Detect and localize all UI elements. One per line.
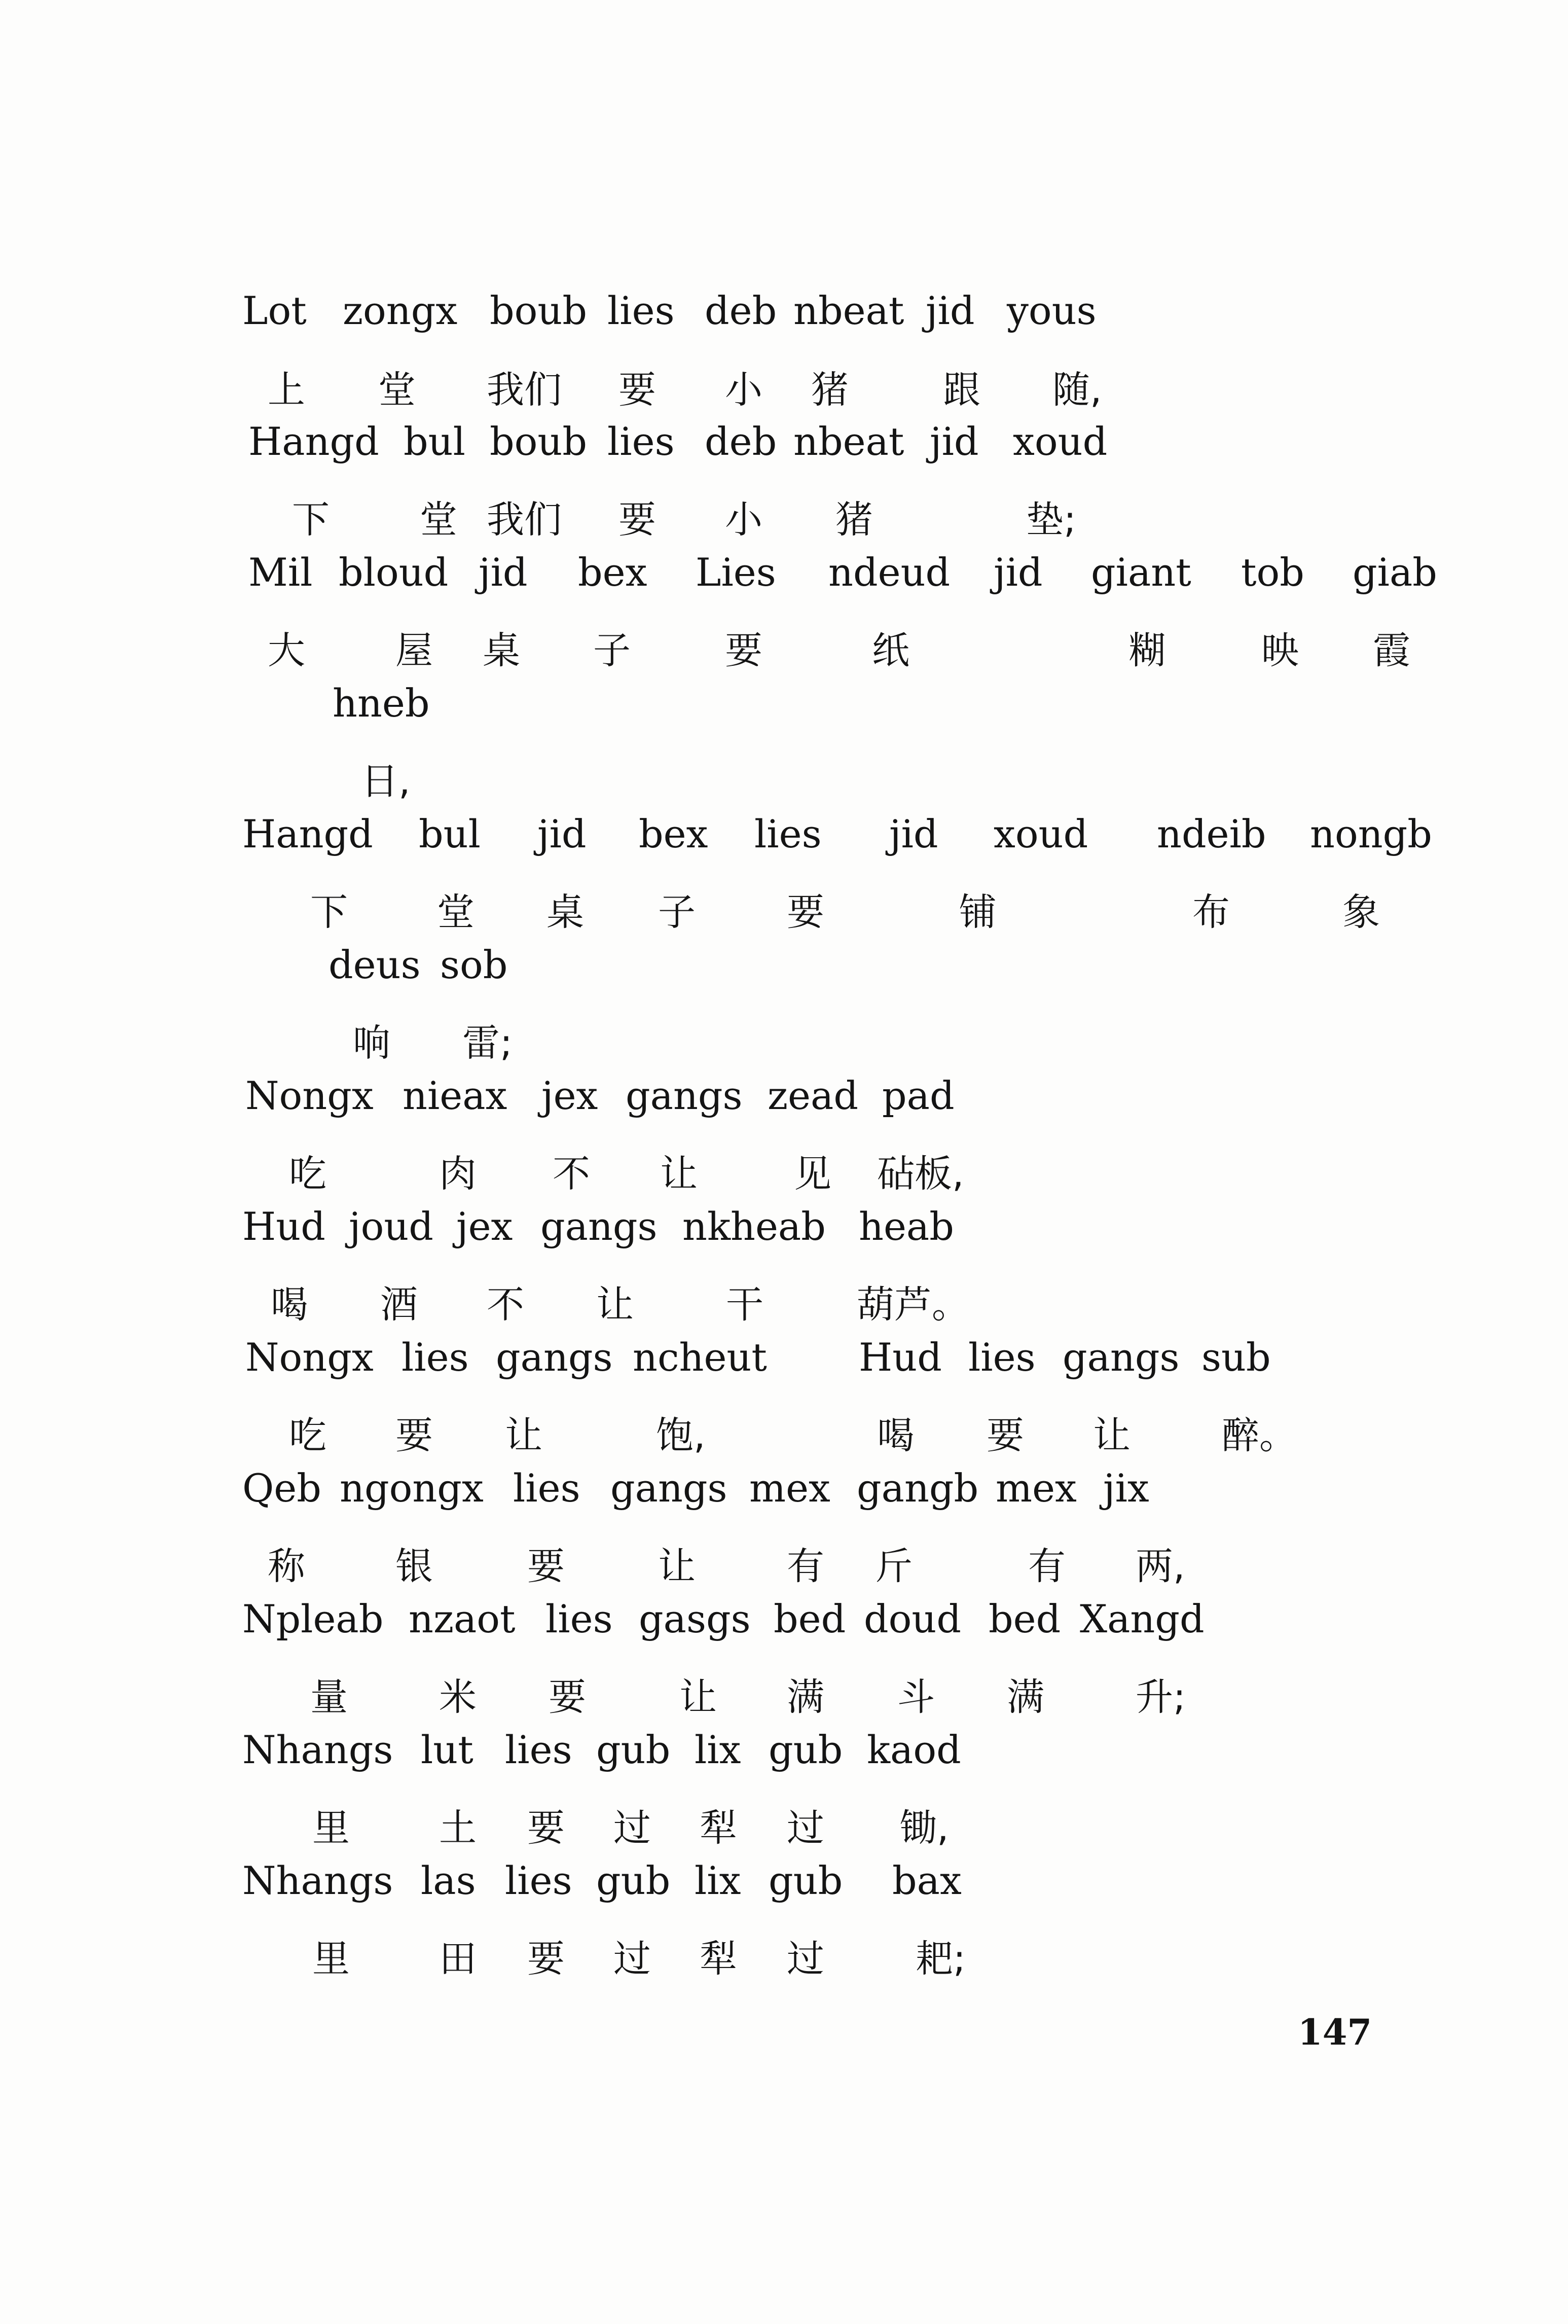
word: Lot: [242, 288, 307, 333]
word: 见: [794, 1152, 831, 1196]
word: 大: [268, 629, 305, 672]
word: hneb: [333, 681, 430, 726]
word: 犁: [700, 1937, 737, 1981]
word: lut: [421, 1727, 473, 1772]
word: gub: [596, 1727, 671, 1772]
miao-line: [0, 1854, 1568, 1905]
miao-line: [0, 1331, 1568, 1381]
word: bex: [639, 811, 708, 856]
chinese-gloss-line: [0, 746, 1568, 803]
word: deb: [705, 419, 777, 464]
word: 过: [613, 1937, 651, 1981]
word: 随,: [1052, 368, 1102, 412]
word: 要: [618, 498, 656, 542]
word: Hud: [242, 1204, 325, 1249]
word: 要: [527, 1806, 565, 1850]
word: 要: [395, 1414, 433, 1457]
word: 吃: [289, 1414, 326, 1457]
word: 酒: [380, 1283, 418, 1327]
word: 要: [787, 890, 824, 934]
word: 让: [660, 1152, 698, 1196]
miao-line: [0, 1461, 1568, 1512]
word: 要: [527, 1545, 565, 1588]
word: gangs: [1063, 1335, 1180, 1380]
word: 象: [1342, 890, 1380, 934]
word: 干: [726, 1283, 763, 1327]
miao-line: [0, 415, 1568, 466]
miao-line: [0, 1200, 1568, 1250]
word: 肉: [439, 1152, 477, 1196]
word: Nhangs: [242, 1858, 393, 1903]
word: 桌: [483, 629, 520, 672]
word: 饱,: [656, 1414, 706, 1457]
word: 屋: [395, 629, 433, 672]
word: bed: [774, 1596, 846, 1641]
word: lies: [513, 1465, 580, 1511]
word: ncheut: [633, 1335, 767, 1380]
word: jex: [456, 1204, 513, 1249]
word: 霞: [1373, 629, 1410, 672]
word: gub: [596, 1858, 671, 1903]
word: jid: [889, 811, 938, 856]
miao-line: [0, 1723, 1568, 1774]
word: lies: [505, 1858, 572, 1903]
word: Nhangs: [242, 1727, 393, 1772]
word: lies: [505, 1727, 572, 1772]
word: 葫芦。: [857, 1283, 969, 1327]
word: 有: [1028, 1545, 1066, 1588]
word: zongx: [343, 288, 458, 333]
word: 不: [553, 1152, 590, 1196]
word: gangs: [610, 1465, 727, 1511]
word: 铺: [959, 890, 997, 934]
page-number: 147: [1298, 2011, 1372, 2053]
word: 猪: [835, 498, 873, 542]
word: 雷;: [462, 1021, 513, 1065]
word: 过: [613, 1806, 651, 1850]
word: 过: [787, 1806, 824, 1850]
word: 升;: [1136, 1675, 1186, 1719]
word: nzaot: [409, 1596, 516, 1641]
word: bed: [989, 1596, 1061, 1641]
word: Qeb: [242, 1465, 321, 1511]
word: 满: [1007, 1675, 1044, 1719]
word: 堂: [420, 498, 457, 542]
word: 里: [312, 1806, 350, 1850]
word: doud: [864, 1596, 962, 1641]
word: las: [421, 1858, 476, 1903]
word: 布: [1192, 890, 1230, 934]
word: 猪: [811, 368, 849, 412]
word: jid: [479, 550, 528, 595]
word: gangs: [540, 1204, 658, 1249]
word: 堂: [437, 890, 475, 934]
word: 下: [310, 890, 348, 934]
word: sob: [440, 942, 508, 987]
word: 让: [1093, 1414, 1131, 1457]
word: lies: [402, 1335, 469, 1380]
word: lies: [607, 288, 675, 333]
word: 糊: [1128, 629, 1166, 672]
word: deb: [705, 288, 777, 333]
word: bul: [404, 419, 465, 464]
word: 映: [1261, 629, 1299, 672]
word: 锄,: [899, 1806, 949, 1850]
word: 米: [439, 1675, 477, 1719]
word: 斤: [875, 1545, 913, 1588]
word: gangs: [626, 1073, 743, 1118]
miao-line: [0, 807, 1568, 858]
word: Nongx: [245, 1335, 374, 1380]
word: lies: [968, 1335, 1036, 1380]
word: 让: [658, 1545, 696, 1588]
word: gub: [769, 1858, 843, 1903]
word: jix: [1103, 1465, 1149, 1511]
chinese-gloss-line: [0, 616, 1568, 672]
word: 耙;: [916, 1937, 966, 1981]
word: 要: [527, 1937, 565, 1981]
word: 跟: [943, 368, 980, 412]
miao-line: [0, 676, 1568, 727]
word: 我们: [487, 368, 562, 412]
miao-line: [0, 546, 1568, 596]
word: Nongx: [245, 1073, 374, 1118]
word: 垫;: [1026, 498, 1076, 542]
word: 子: [593, 629, 631, 672]
miao-line: [0, 284, 1568, 335]
word: kaod: [867, 1727, 961, 1772]
word: xoud: [1013, 419, 1108, 464]
word: 吃: [289, 1152, 326, 1196]
chinese-gloss-line: [0, 1793, 1568, 1850]
word: nkheab: [682, 1204, 826, 1249]
word: lies: [607, 419, 675, 464]
word: tob: [1241, 550, 1304, 595]
word: 让: [505, 1414, 542, 1457]
word: jid: [537, 811, 587, 856]
word: boub: [490, 419, 588, 464]
word: 小: [725, 368, 762, 412]
word: Xangd: [1080, 1596, 1205, 1641]
word: 田: [439, 1937, 477, 1981]
chinese-gloss-line: [0, 355, 1568, 412]
word: 量: [310, 1675, 348, 1719]
word: bex: [578, 550, 647, 595]
word: pad: [882, 1073, 955, 1118]
word: jex: [541, 1073, 598, 1118]
chinese-gloss-line: [0, 1662, 1568, 1719]
chinese-gloss-line: [0, 1531, 1568, 1588]
word: mex: [996, 1465, 1077, 1511]
word: heab: [859, 1204, 954, 1249]
word: 我们: [487, 498, 562, 542]
word: sub: [1201, 1335, 1271, 1380]
word: 醉。: [1222, 1414, 1297, 1457]
word: xoud: [994, 811, 1088, 856]
word: lix: [695, 1858, 741, 1903]
word: zead: [768, 1073, 858, 1118]
word: 子: [658, 890, 696, 934]
word: bax: [892, 1858, 962, 1903]
word: lix: [695, 1727, 741, 1772]
chinese-gloss-line: [0, 1270, 1568, 1327]
chinese-gloss-line: [0, 1924, 1568, 1981]
word: bloud: [339, 550, 449, 595]
word: 让: [679, 1675, 717, 1719]
word: ndeib: [1157, 811, 1266, 856]
word: 过: [787, 1937, 824, 1981]
word: 纸: [872, 629, 909, 672]
word: nieax: [403, 1073, 507, 1118]
word: Hud: [859, 1335, 942, 1380]
word: 响: [353, 1021, 390, 1065]
word: jid: [994, 550, 1043, 595]
word: 土: [439, 1806, 477, 1850]
word: 日,: [361, 760, 411, 803]
word: ngongx: [340, 1465, 484, 1511]
word: Npleab: [242, 1596, 384, 1641]
word: deus: [329, 942, 421, 987]
word: 不: [487, 1283, 524, 1327]
word: 里: [312, 1937, 350, 1981]
word: 砧板,: [877, 1152, 964, 1196]
word: yous: [1007, 288, 1097, 333]
word: 让: [596, 1283, 634, 1327]
word: 下: [292, 498, 330, 542]
word: 上: [268, 368, 305, 412]
word: 银: [395, 1545, 433, 1588]
word: 喝: [271, 1283, 308, 1327]
word: 称: [268, 1545, 305, 1588]
word: gangs: [496, 1335, 613, 1380]
miao-line: [0, 1592, 1568, 1643]
word: nbeat: [793, 419, 904, 464]
chinese-gloss-line: [0, 877, 1568, 934]
word: jid: [930, 419, 979, 464]
word: Hangd: [248, 419, 379, 464]
word: 斗: [897, 1675, 935, 1719]
chinese-gloss-line: [0, 1008, 1568, 1065]
word: bul: [419, 811, 481, 856]
word: 有: [787, 1545, 824, 1588]
word: Mil: [248, 550, 313, 595]
word: lies: [545, 1596, 613, 1641]
word: ndeud: [828, 550, 951, 595]
word: 要: [987, 1414, 1024, 1457]
word: 犁: [700, 1806, 737, 1850]
chinese-gloss-line: [0, 485, 1568, 542]
word: 要: [549, 1675, 586, 1719]
word: jid: [926, 288, 975, 333]
miao-line: [0, 1069, 1568, 1120]
chinese-gloss-line: [0, 1139, 1568, 1196]
word: 要: [618, 368, 656, 412]
miao-line: [0, 938, 1568, 989]
word: joud: [349, 1204, 433, 1249]
word: 桌: [546, 890, 584, 934]
word: Hangd: [242, 811, 373, 856]
word: boub: [490, 288, 588, 333]
word: 两,: [1136, 1545, 1185, 1588]
word: gub: [769, 1727, 843, 1772]
word: gangb: [857, 1465, 979, 1511]
word: Lies: [696, 550, 776, 595]
word: nbeat: [793, 288, 904, 333]
word: 满: [787, 1675, 824, 1719]
word: gasgs: [639, 1596, 751, 1641]
word: 小: [725, 498, 762, 542]
word: giant: [1091, 550, 1191, 595]
word: 喝: [877, 1414, 915, 1457]
word: mex: [749, 1465, 830, 1511]
word: giab: [1353, 550, 1437, 595]
word: 要: [725, 629, 762, 672]
word: lies: [754, 811, 822, 856]
word: 堂: [378, 368, 416, 412]
word: nongb: [1310, 811, 1432, 856]
chinese-gloss-line: [0, 1401, 1568, 1457]
